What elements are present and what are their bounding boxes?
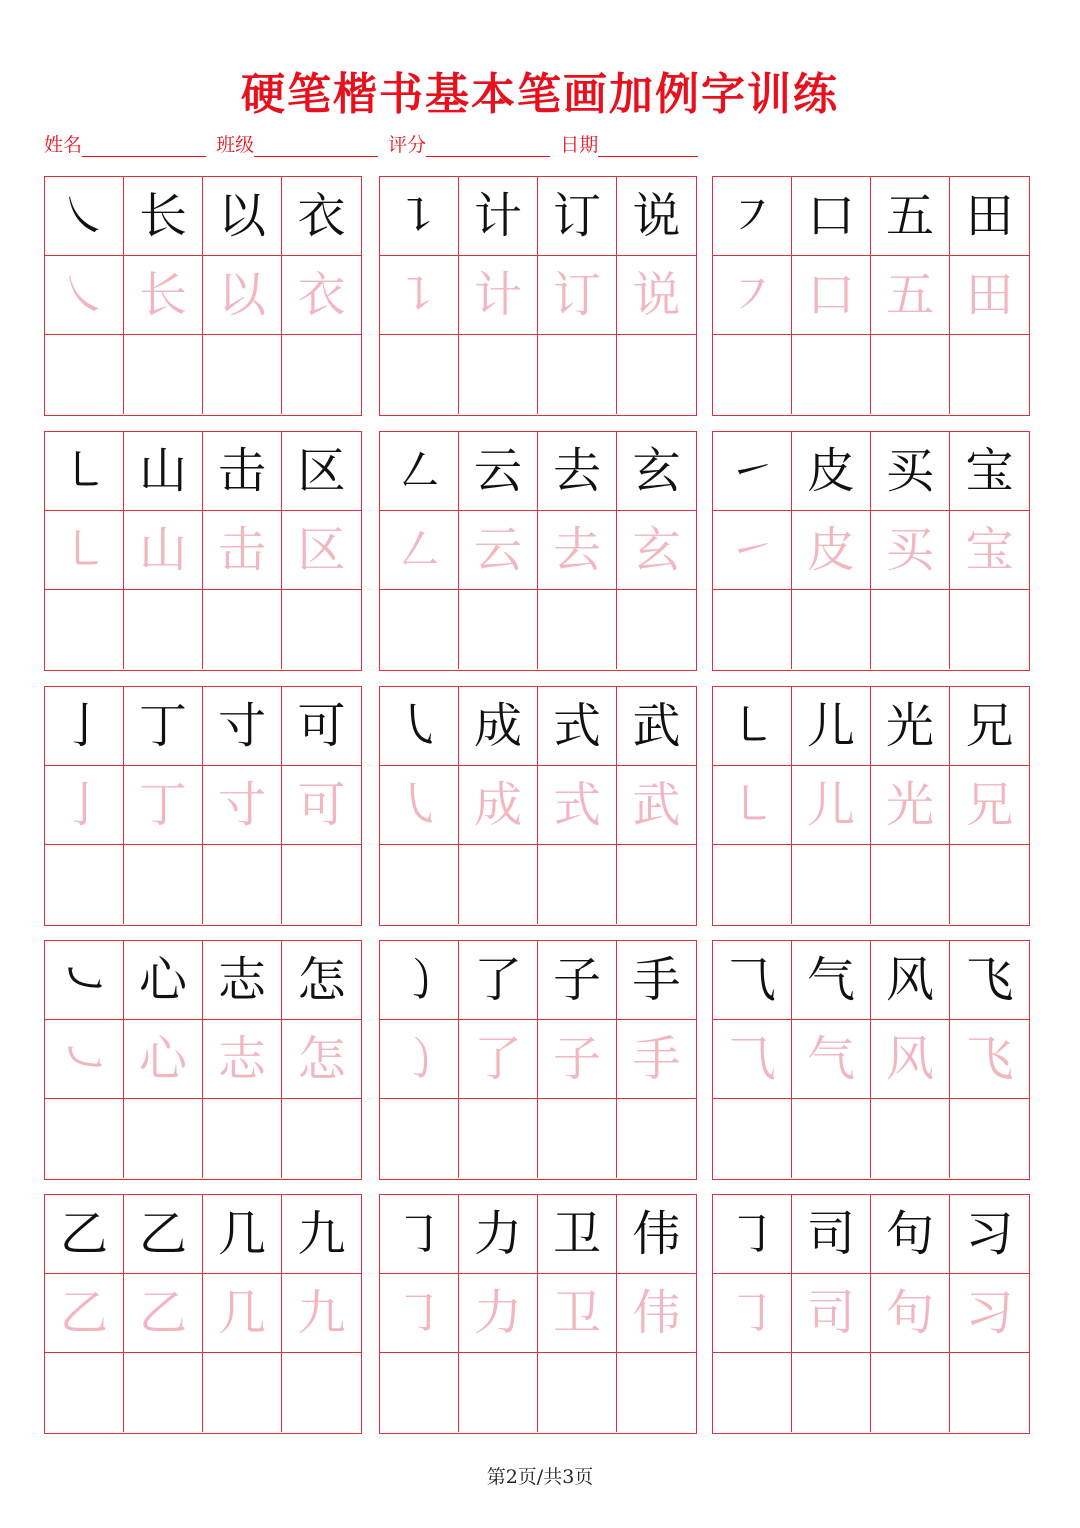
blank-writing-cell[interactable] [617, 845, 696, 924]
practice-block [712, 686, 1030, 926]
blank-writing-cell[interactable] [538, 1353, 617, 1432]
trace-character-cell[interactable]: ㇆ [380, 1274, 459, 1353]
blank-writing-cell[interactable] [45, 1099, 124, 1178]
trace-character-cell[interactable]: 光 [871, 766, 950, 845]
student-info-line [44, 132, 702, 157]
model-character-cell: 可 [282, 687, 361, 766]
model-stroke-cell: ㇜ [380, 432, 459, 511]
blank-writing-cell[interactable] [792, 1099, 871, 1178]
blank-writing-cell[interactable] [871, 590, 950, 669]
blank-writing-cell[interactable] [282, 1099, 361, 1178]
blank-writing-cell[interactable] [45, 590, 124, 669]
trace-character-cell[interactable]: ㇏ [45, 256, 124, 335]
model-character-cell: 句 [871, 1195, 950, 1274]
trace-character-cell[interactable]: 儿 [792, 766, 871, 845]
model-character-cell: 气 [792, 941, 871, 1020]
page-number: 第2页/共3页 [486, 1466, 594, 1488]
model-character-cell: 儿 [792, 687, 871, 766]
blank-writing-cell[interactable] [124, 845, 203, 924]
model-character-cell: 五 [871, 177, 950, 256]
trace-character-cell[interactable]: ㇄ [45, 511, 124, 590]
blank-writing-cell[interactable] [203, 335, 282, 414]
model-character-cell: 伟 [617, 1195, 696, 1274]
blank-writing-cell[interactable] [950, 845, 1029, 924]
model-character-cell: 寸 [203, 687, 282, 766]
trace-character-cell[interactable]: 九 [282, 1274, 361, 1353]
blank-writing-cell[interactable] [538, 590, 617, 669]
trace-character-cell[interactable]: 习 [950, 1274, 1029, 1353]
model-character-cell: 去 [538, 432, 617, 511]
trace-character-cell[interactable]: 宝 [950, 511, 1029, 590]
trace-character-cell[interactable]: 式 [538, 766, 617, 845]
model-stroke-cell: ㇆ [713, 1195, 792, 1274]
model-character-cell: 手 [617, 941, 696, 1020]
blank-writing-cell[interactable] [713, 590, 792, 669]
blank-writing-cell[interactable] [459, 1099, 538, 1178]
practice-block [712, 176, 1030, 416]
model-character-cell: 力 [459, 1195, 538, 1274]
blank-writing-cell[interactable] [203, 1099, 282, 1178]
model-character-cell: 几 [203, 1195, 282, 1274]
trace-character-cell[interactable]: 订 [538, 256, 617, 335]
date-label: 日期 [560, 134, 599, 156]
blank-writing-cell[interactable] [950, 1099, 1029, 1178]
blank-writing-cell[interactable] [45, 335, 124, 414]
trace-character-cell[interactable]: 皮 [792, 511, 871, 590]
blank-writing-cell[interactable] [792, 845, 871, 924]
trace-character-cell[interactable]: 手 [617, 1020, 696, 1099]
trace-character-cell[interactable]: 亅 [45, 766, 124, 845]
model-character-cell: 武 [617, 687, 696, 766]
trace-character-cell[interactable]: 以 [203, 256, 282, 335]
trace-character-cell[interactable]: 区 [282, 511, 361, 590]
blank-writing-cell[interactable] [282, 845, 361, 924]
trace-character-cell[interactable]: ㇂ [380, 766, 459, 845]
model-stroke-cell: ㇄ [45, 432, 124, 511]
trace-character-cell[interactable]: 力 [459, 1274, 538, 1353]
model-character-cell: 区 [282, 432, 361, 511]
trace-character-cell[interactable]: 云 [459, 511, 538, 590]
model-character-cell: 式 [538, 687, 617, 766]
blank-writing-cell[interactable] [617, 1353, 696, 1432]
blank-writing-cell[interactable] [459, 1353, 538, 1432]
model-character-cell: 宝 [950, 432, 1029, 511]
blank-writing-cell[interactable] [203, 845, 282, 924]
trace-character-cell[interactable]: 飞 [950, 1020, 1029, 1099]
model-stroke-cell: ㇂ [380, 687, 459, 766]
trace-character-cell[interactable]: ㇇ [713, 256, 792, 335]
trace-character-cell[interactable]: ㇊ [380, 256, 459, 335]
model-character-cell: 心 [124, 941, 203, 1020]
model-character-cell: 长 [124, 177, 203, 256]
trace-character-cell[interactable]: 击 [203, 511, 282, 590]
model-character-cell: 成 [459, 687, 538, 766]
model-character-cell: 订 [538, 177, 617, 256]
blank-writing-cell[interactable] [459, 845, 538, 924]
blank-writing-cell[interactable] [713, 335, 792, 414]
practice-block [712, 940, 1030, 1180]
practice-block [44, 1194, 362, 1434]
name-blank[interactable] [82, 132, 206, 157]
blank-writing-cell[interactable] [871, 335, 950, 414]
practice-block [44, 176, 362, 416]
model-character-cell: 卫 [538, 1195, 617, 1274]
model-stroke-cell: 乙 [45, 1195, 124, 1274]
blank-writing-cell[interactable] [871, 845, 950, 924]
trace-character-cell[interactable]: 了 [459, 1020, 538, 1099]
blank-writing-cell[interactable] [617, 590, 696, 669]
blank-writing-cell[interactable] [45, 1353, 124, 1432]
model-character-cell: 皮 [792, 432, 871, 511]
blank-writing-cell[interactable] [871, 1099, 950, 1178]
blank-writing-cell[interactable] [713, 1353, 792, 1432]
model-character-cell: 飞 [950, 941, 1029, 1020]
blank-writing-cell[interactable] [950, 590, 1029, 669]
trace-character-cell[interactable]: 心 [124, 1020, 203, 1099]
model-stroke-cell: ㇃ [45, 941, 124, 1020]
blank-writing-cell[interactable] [792, 1353, 871, 1432]
model-stroke-cell: ㇊ [380, 177, 459, 256]
model-character-cell: 衣 [282, 177, 361, 256]
model-character-cell: 光 [871, 687, 950, 766]
trace-character-cell[interactable]: 志 [203, 1020, 282, 1099]
trace-character-cell[interactable]: 五 [871, 256, 950, 335]
trace-character-cell[interactable]: ㇄ [713, 766, 792, 845]
trace-character-cell[interactable]: 计 [459, 256, 538, 335]
model-character-cell: 山 [124, 432, 203, 511]
model-character-cell: 买 [871, 432, 950, 511]
blank-writing-cell[interactable] [203, 1353, 282, 1432]
trace-character-cell[interactable]: 玄 [617, 511, 696, 590]
trace-character-cell[interactable]: 乙 [124, 1274, 203, 1353]
blank-writing-cell[interactable] [459, 590, 538, 669]
blank-writing-cell[interactable] [792, 590, 871, 669]
model-character-cell: 计 [459, 177, 538, 256]
trace-character-cell[interactable]: 卫 [538, 1274, 617, 1353]
blank-writing-cell[interactable] [380, 845, 459, 924]
trace-character-cell[interactable]: 句 [871, 1274, 950, 1353]
practice-block [379, 1194, 697, 1434]
model-character-cell: 怎 [282, 941, 361, 1020]
trace-character-cell[interactable]: 口 [792, 256, 871, 335]
trace-character-cell[interactable]: 田 [950, 256, 1029, 335]
trace-character-cell[interactable]: ㇆ [713, 1274, 792, 1353]
trace-character-cell[interactable]: 可 [282, 766, 361, 845]
blank-writing-cell[interactable] [203, 590, 282, 669]
blank-writing-cell[interactable] [617, 335, 696, 414]
blank-writing-cell[interactable] [45, 845, 124, 924]
blank-writing-cell[interactable] [617, 1099, 696, 1178]
blank-writing-cell[interactable] [950, 1353, 1029, 1432]
trace-character-cell[interactable]: 伟 [617, 1274, 696, 1353]
model-character-cell: 田 [950, 177, 1029, 256]
blank-writing-cell[interactable] [124, 1353, 203, 1432]
blank-writing-cell[interactable] [538, 845, 617, 924]
blank-writing-cell[interactable] [459, 335, 538, 414]
trace-character-cell[interactable]: 兄 [950, 766, 1029, 845]
blank-writing-cell[interactable] [282, 590, 361, 669]
trace-character-cell[interactable]: 丁 [124, 766, 203, 845]
name-label: 姓名 [44, 134, 83, 156]
model-stroke-cell: ⺄ [713, 941, 792, 1020]
blank-writing-cell[interactable] [124, 335, 203, 414]
blank-writing-cell[interactable] [792, 335, 871, 414]
model-stroke-cell: ㇇ [713, 177, 792, 256]
date-blank[interactable] [598, 132, 698, 157]
practice-block [379, 686, 697, 926]
score-label: 评分 [388, 134, 427, 156]
blank-writing-cell[interactable] [538, 1099, 617, 1178]
model-character-cell: 子 [538, 941, 617, 1020]
class-blank[interactable] [254, 132, 378, 157]
model-stroke-cell: ㇆ [380, 1195, 459, 1274]
blank-writing-cell[interactable] [124, 1099, 203, 1178]
model-character-cell: 九 [282, 1195, 361, 1274]
trace-character-cell[interactable]: 去 [538, 511, 617, 590]
model-character-cell: 司 [792, 1195, 871, 1274]
model-stroke-cell: ㇁ [380, 941, 459, 1020]
practice-block [379, 176, 697, 416]
blank-writing-cell[interactable] [282, 335, 361, 414]
trace-character-cell[interactable]: ㇁ [380, 1020, 459, 1099]
trace-character-cell[interactable]: ㇀ [713, 511, 792, 590]
trace-character-cell[interactable]: ⺄ [713, 1020, 792, 1099]
blank-writing-cell[interactable] [713, 845, 792, 924]
trace-character-cell[interactable]: 风 [871, 1020, 950, 1099]
class-label: 班级 [216, 134, 255, 156]
model-character-cell: 志 [203, 941, 282, 1020]
model-character-cell: 口 [792, 177, 871, 256]
model-character-cell: 了 [459, 941, 538, 1020]
trace-character-cell[interactable]: 几 [203, 1274, 282, 1353]
trace-character-cell[interactable]: 寸 [203, 766, 282, 845]
model-character-cell: 兄 [950, 687, 1029, 766]
model-character-cell: 云 [459, 432, 538, 511]
model-character-cell: 丁 [124, 687, 203, 766]
blank-writing-cell[interactable] [871, 1353, 950, 1432]
trace-character-cell[interactable]: 武 [617, 766, 696, 845]
practice-block [44, 686, 362, 926]
model-character-cell: 以 [203, 177, 282, 256]
trace-character-cell[interactable]: 衣 [282, 256, 361, 335]
practice-block [712, 431, 1030, 671]
model-stroke-cell: ㇏ [45, 177, 124, 256]
trace-character-cell[interactable]: 怎 [282, 1020, 361, 1099]
trace-character-cell[interactable]: 乙 [45, 1274, 124, 1353]
practice-block [44, 431, 362, 671]
trace-character-cell[interactable]: 子 [538, 1020, 617, 1099]
practice-block [712, 1194, 1030, 1434]
trace-character-cell[interactable]: 买 [871, 511, 950, 590]
blank-writing-cell[interactable] [380, 590, 459, 669]
model-stroke-cell: 亅 [45, 687, 124, 766]
model-character-cell: 习 [950, 1195, 1029, 1274]
trace-character-cell[interactable]: 成 [459, 766, 538, 845]
trace-character-cell[interactable]: 气 [792, 1020, 871, 1099]
trace-character-cell[interactable]: 山 [124, 511, 203, 590]
model-character-cell: 玄 [617, 432, 696, 511]
model-stroke-cell: ㇄ [713, 687, 792, 766]
blank-writing-cell[interactable] [538, 335, 617, 414]
page-title: 硬笔楷书基本笔画加例字训练 [241, 69, 839, 120]
model-stroke-cell: ㇀ [713, 432, 792, 511]
model-character-cell: 击 [203, 432, 282, 511]
trace-character-cell[interactable]: 长 [124, 256, 203, 335]
trace-character-cell[interactable]: 司 [792, 1274, 871, 1353]
model-character-cell: 说 [617, 177, 696, 256]
blank-writing-cell[interactable] [950, 335, 1029, 414]
trace-character-cell[interactable]: 说 [617, 256, 696, 335]
blank-writing-cell[interactable] [380, 1099, 459, 1178]
practice-block [379, 431, 697, 671]
practice-block [379, 940, 697, 1180]
blank-writing-cell[interactable] [282, 1353, 361, 1432]
model-character-cell: 乙 [124, 1195, 203, 1274]
blank-writing-cell[interactable] [713, 1099, 792, 1178]
practice-block [44, 940, 362, 1180]
blank-writing-cell[interactable] [380, 1353, 459, 1432]
blank-writing-cell[interactable] [380, 335, 459, 414]
model-character-cell: 风 [871, 941, 950, 1020]
blank-writing-cell[interactable] [124, 590, 203, 669]
trace-character-cell[interactable]: ㇜ [380, 511, 459, 590]
trace-character-cell[interactable]: ㇃ [45, 1020, 124, 1099]
score-blank[interactable] [426, 132, 550, 157]
